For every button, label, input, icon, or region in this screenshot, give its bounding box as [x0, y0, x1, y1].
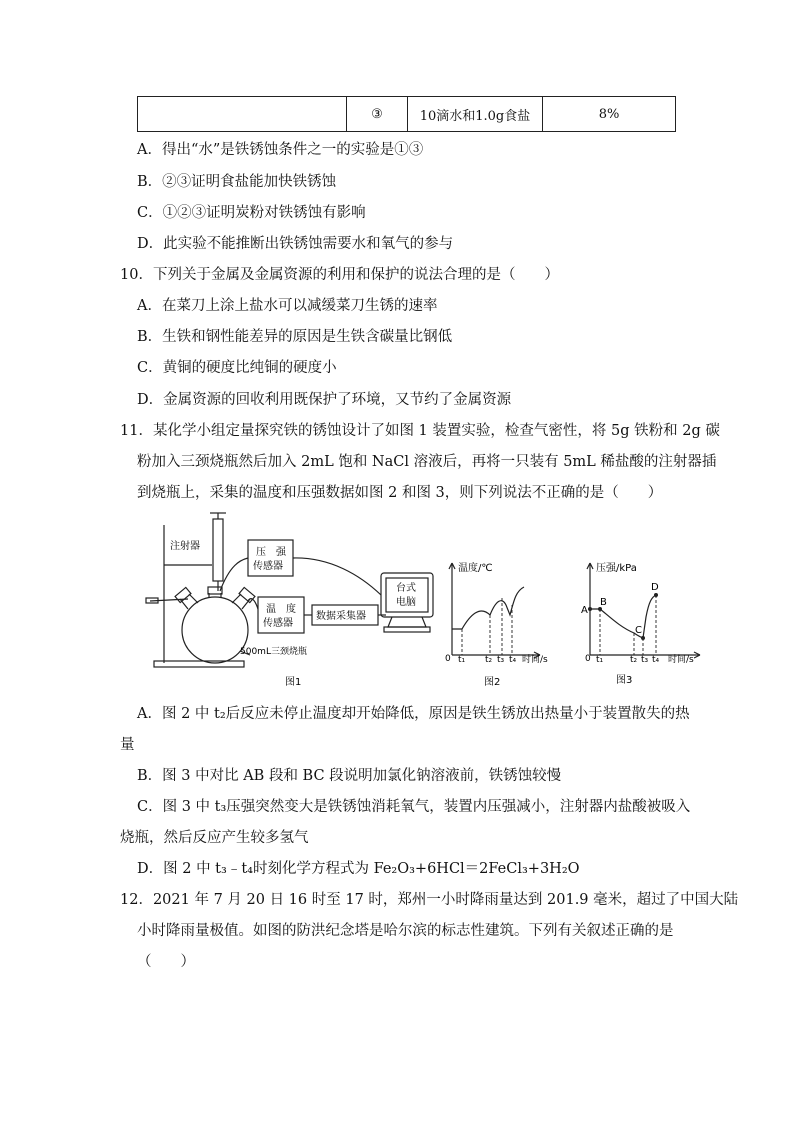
- q11-option-b: B．图 3 中对比 AB 段和 BC 段说明加氯化钠溶液前，铁锈蚀较慢: [137, 768, 562, 784]
- q9-option-c: C．①②③证明炭粉对铁锈蚀有影响: [137, 205, 366, 221]
- q10-option-c: C．黄铜的硬度比纯铜的硬度小: [137, 360, 337, 376]
- figure-1-caption: 图1: [285, 677, 302, 688]
- computer-label: 台式: [396, 583, 416, 594]
- q11-stem-line2: 粉加入三颈烧瓶然后加入 2mL 饱和 NaCl 溶液后，再将一只装有 5mL 稀盐酸的注射器插: [137, 454, 717, 470]
- results-table: [137, 96, 676, 132]
- q12-stem-line2: 小时降雨量极值。如图的防洪纪念塔是哈尔滨的标志性建筑。下列有关叙述正确的是: [137, 923, 674, 939]
- q11-option-c: C．图 3 中 t₃压强突然变大是铁锈蚀消耗氧气，装置内压强减小，注射器内盐酸被吸入: [137, 799, 691, 815]
- q9-option-d: D．此实验不能推断出铁锈蚀需要水和氧气的参与: [137, 236, 454, 252]
- temperature-sensor-label: 温 度: [266, 604, 296, 615]
- figure-3-caption: 图3: [616, 675, 633, 686]
- q11-option-a-cont: 量: [120, 737, 135, 753]
- data-collector-label: 数据采集器: [316, 611, 366, 622]
- g3-point-c: C: [635, 625, 642, 636]
- g3-point-b: B: [600, 597, 607, 608]
- g2-origin: 0: [445, 654, 451, 664]
- q11-option-c-cont: 烧瓶，然后反应产生较多氢气: [120, 830, 309, 846]
- table-cell: 10滴水和1.0g食盐: [408, 97, 543, 132]
- g3-t4: t₄: [652, 655, 660, 665]
- table-row: [138, 97, 676, 132]
- stand-base: [154, 661, 244, 667]
- temperature-curve: [452, 587, 524, 629]
- q10-stem: 10．下列关于金属及金属资源的利用和保护的说法合理的是（ ）: [120, 267, 559, 283]
- q9-option-b: B．②③证明食盐能加快铁锈蚀: [137, 174, 337, 190]
- g3-t1: t₁: [596, 655, 604, 665]
- g2-y-label: 温度/℃: [458, 563, 493, 574]
- pressure-sensor-label: 压 强: [256, 547, 286, 558]
- q12-stem-line1: 12．2021 年 7 月 20 日 16 时至 17 时，郑州一小时降雨量达到 201.9 毫米，超过了中国大陆: [120, 892, 739, 908]
- g2-t4: t₄: [509, 655, 517, 665]
- g3-point-d: D: [651, 582, 659, 593]
- temperature-sensor-label: 传感器: [263, 618, 293, 629]
- syringe-label: 注射器: [170, 541, 200, 552]
- g2-t3: t₃: [497, 655, 505, 665]
- table-cell: 8%: [543, 97, 676, 132]
- q10-option-a: A．在菜刀上涂上盐水可以减缓菜刀生锈的速率: [137, 298, 438, 314]
- q10-option-b: B．生铁和钢性能差异的原因是生铁含碳量比钢低: [137, 329, 453, 345]
- figure-2-caption: 图2: [484, 677, 501, 688]
- flask-label: 500mL三颈烧瓶: [240, 647, 307, 657]
- q11-stem-line1: 11．某化学小组定量探究铁的锈蚀设计了如图 1 装置实验，检查气密性，将 5g 铁粉和 2g 碳: [120, 423, 720, 439]
- q9-option-a: A．得出“水”是铁锈蚀条件之一的实验是①③: [137, 142, 424, 158]
- g2-t1: t₁: [458, 655, 466, 665]
- experiment-figure: [140, 505, 710, 690]
- syringe-barrel: [213, 519, 223, 581]
- g3-origin: 0: [585, 654, 591, 664]
- g2-x-label: 时间/s: [522, 655, 548, 665]
- three-neck-flask: [182, 597, 248, 663]
- q11-option-d: D．图 2 中 t₃﹣t₄时刻化学方程式为 Fe₂O₃+6HCl＝2FeCl₃+3H₂O: [137, 861, 580, 877]
- g3-t3: t₃: [641, 655, 649, 665]
- g3-point-a: A: [581, 605, 588, 616]
- q12-stem-line3: （ ）: [137, 954, 195, 970]
- table-cell: [138, 97, 347, 132]
- q11-stem-line3: 到烧瓶上，采集的温度和压强数据如图 2 和图 3，则下列说法不正确的是（ ）: [137, 485, 663, 501]
- q11-option-a: A．图 2 中 t₂后反应未停止温度却开始降低，原因是铁生锈放出热量小于装置散失的热: [137, 706, 690, 722]
- q10-option-d: D．金属资源的回收利用既保护了环境，又节约了金属资源: [137, 392, 512, 408]
- pressure-sensor-label: 传感器: [253, 561, 283, 572]
- g3-y-label: 压强/kPa: [596, 563, 637, 574]
- g2-t2: t₂: [485, 655, 493, 665]
- g3-t2: t₂: [630, 655, 638, 665]
- table-cell: ③: [347, 97, 408, 132]
- computer-label: 电脑: [396, 597, 416, 608]
- computer-monitor: [381, 573, 433, 617]
- g3-x-label: 时间/s: [668, 655, 694, 665]
